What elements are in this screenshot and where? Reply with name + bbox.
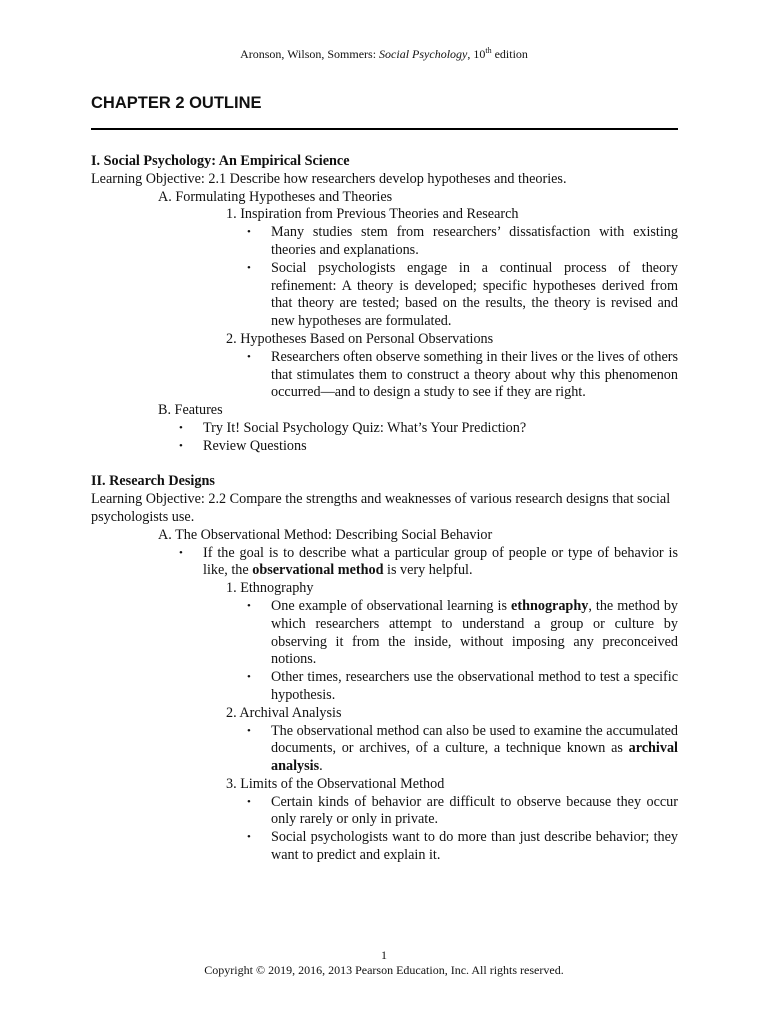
page-number: 1 — [381, 948, 387, 962]
bullet-list-1b — [91, 420, 678, 456]
list-item-text-after: , the method by which researchers attempt to understand a group or culture by observing it from the inside, without imposing any preconceived notions. — [271, 597, 679, 668]
chapter-title: CHAPTER 2 OUTLINE — [91, 94, 262, 112]
bullet-list-2a — [91, 545, 678, 581]
list-item — [91, 438, 678, 456]
bullet-icon: • — [179, 439, 183, 452]
subheading-1a: A. Formulating Hypotheses and Theories — [158, 188, 393, 205]
list-item-text-before: One example of observational learning is — [271, 597, 512, 614]
list-item-text: Other times, researchers use the observational method to test a specific hypothesis. — [271, 669, 678, 703]
learning-objective-2: Learning Objective: 2.2 Compare the strengths and weaknesses of various research designs that social psychologists use. — [91, 491, 671, 525]
bullet-icon: • — [247, 599, 251, 612]
list-item — [91, 224, 678, 260]
list-item-text-before: If the goal is to describe what a particular group of people or type of behavior is like, the — [203, 544, 678, 579]
list-item-text: Review Questions — [203, 437, 307, 454]
list-item-text: Certain kinds of behavior are difficult to observe because they occur only rarely or only in private. — [271, 793, 678, 828]
header-edition-word: edition — [491, 47, 528, 61]
list-item-text: Many studies stem from researchers’ dissatisfaction with existing theories and explanations. — [271, 224, 678, 258]
header-edition-suffix: th — [485, 46, 492, 55]
learning-objective-1: Learning Objective: 2.1 Describe how researchers develop hypotheses and theories. — [91, 170, 567, 187]
subheading-ethnography: 1. Ethnography — [226, 580, 314, 597]
list-item — [91, 598, 678, 669]
header-edition-number: , 10 — [467, 47, 486, 61]
bullet-list-limits — [91, 794, 678, 865]
list-item-text-after: is very helpful. — [383, 562, 473, 579]
bullet-list-1a1 — [91, 224, 678, 331]
header-book-title: Social Psychology — [379, 47, 468, 61]
list-item-text: Social psychologists engage in a continual process of theory refinement: A theory is developed; specific hypotheses derived from that theory are tested; based on the results, the theory is revised and new hypotheses are formulated. — [271, 259, 678, 330]
list-item — [91, 794, 678, 830]
running-header — [0, 46, 768, 62]
list-item-text-before: The observational method can also be used to examine the accumulated documents, or archives, of a culture, a technique known as — [271, 722, 678, 757]
list-item — [91, 545, 678, 581]
list-item-text: Try It! Social Psychology Quiz: What’s Your Prediction? — [203, 419, 527, 436]
bullet-icon: • — [247, 261, 251, 274]
list-item — [91, 723, 678, 776]
list-item-text-after: . — [319, 758, 323, 775]
outline-body — [91, 153, 678, 865]
bullet-list-ethnography — [91, 598, 678, 705]
bullet-icon: • — [247, 226, 251, 239]
list-item-text: Researchers often observe something in their lives or the lives of others that stimulates them to construct a theory about why this phenomenon occurred—and to design a study to see if they are right. — [271, 348, 678, 401]
list-item — [91, 349, 678, 402]
header-authors: Aronson, Wilson, Sommers: — [240, 47, 380, 61]
list-item — [91, 669, 678, 705]
bullet-icon: • — [247, 831, 251, 844]
subheading-1a2: 2. Hypotheses Based on Personal Observations — [226, 330, 494, 347]
bullet-icon: • — [247, 724, 251, 737]
list-item — [91, 420, 678, 438]
key-term-observational-method: observational method — [252, 562, 384, 579]
bullet-list-archival — [91, 723, 678, 776]
copyright-notice: Copyright © 2019, 2016, 2013 Pearson Education, Inc. All rights reserved. — [204, 963, 564, 977]
list-item — [91, 260, 678, 331]
subheading-1b: B. Features — [158, 402, 223, 419]
subheading-1a1: 1. Inspiration from Previous Theories and Research — [226, 206, 519, 223]
bullet-icon: • — [247, 671, 251, 684]
section-heading-2: II. Research Designs — [91, 473, 215, 490]
title-rule — [91, 128, 678, 130]
subheading-2a: A. The Observational Method: Describing Social Behavior — [158, 526, 493, 543]
page-footer — [0, 948, 768, 978]
bullet-icon: • — [179, 546, 183, 559]
list-item-text: Social psychologists want to do more than just describe behavior; they want to predict and explain it. — [271, 829, 678, 864]
key-term-archival-analysis: archival analysis — [271, 740, 678, 775]
list-item — [91, 829, 678, 865]
bullet-icon: • — [247, 350, 251, 363]
subheading-archival-analysis: 2. Archival Analysis — [226, 704, 342, 721]
subheading-limits: 3. Limits of the Observational Method — [226, 775, 445, 792]
bullet-icon: • — [247, 795, 251, 808]
bullet-list-1a2 — [91, 349, 678, 402]
section-heading-1: I. Social Psychology: An Empirical Science — [91, 153, 350, 169]
key-term-ethnography: ethnography — [511, 597, 589, 614]
bullet-icon: • — [179, 421, 183, 434]
section-spacer — [91, 456, 678, 474]
